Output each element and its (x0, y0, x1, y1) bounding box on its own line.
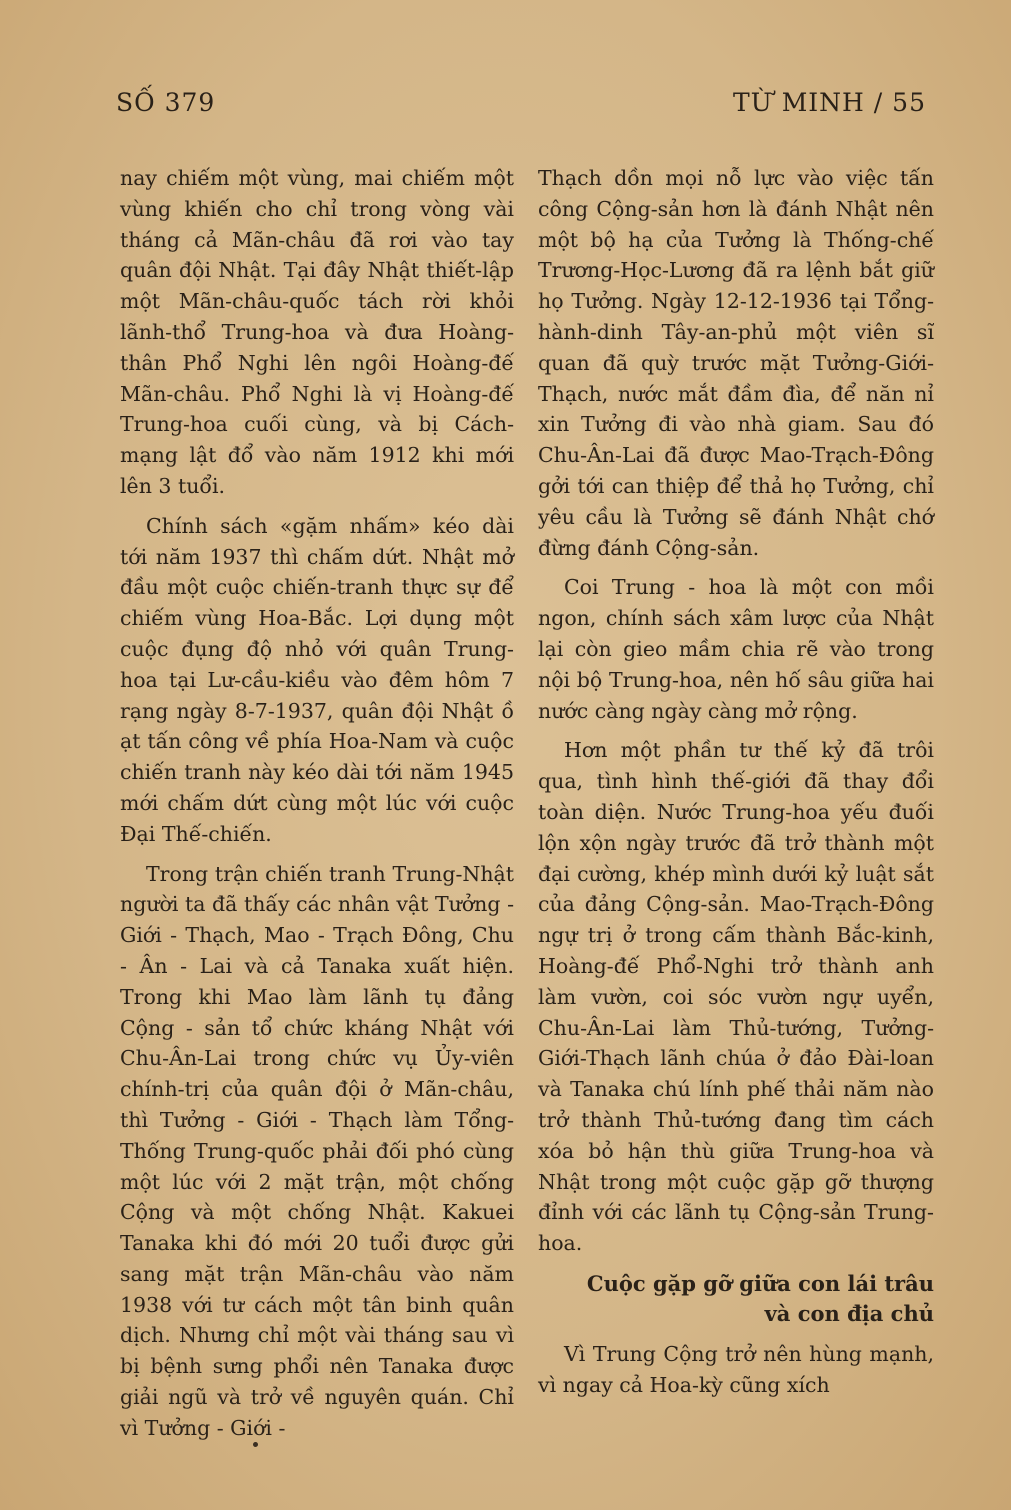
paragraph: Chính sách «gặm nhấm» kéo dài tới năm 1937 thì chấm dứt. Nhật mở đầu một cuộc chiến-tranh thực sự để chiếm vùng Hoa-Bắc. Lợi dụng một cuộc đụng độ nhỏ với quân Trung-hoa tại Lư-cầu-kiều vào đêm hôm 7 rạng ngày 8-7-1937, quân đội Nhật ồ ạt tấn công về phía Hoa-Nam và cuộc chiến tranh này kéo dài tới năm 1945 mới chấm dứt cùng một lúc với cuộc Đại Thế-chiến. (120, 513, 514, 846)
page-header (0, 88, 1011, 128)
paragraph: nay chiếm một vùng, mai chiếm một vùng khiến cho chỉ trong vòng vài tháng cả Mãn-châu đã rơi vào tay quân đội Nhật. Tại đây Nhật thiết-lập một Mãn-châu-quốc tách rời khỏi lãnh-thổ Trung-hoa và đưa Hoàng-thân Phổ Nghi lên ngôi Hoàng-đế Mãn-châu. Phổ Nghi là vị Hoàng-đế Trung-hoa cuối cùng, và bị Cách-mạng lật đổ vào năm 1912 khi mới lên 3 tuổi. (120, 166, 514, 498)
section-subheading: Cuộc gặp gỡ giữa con lái trâu và con địa chủ (586, 1270, 934, 1326)
ink-dot (253, 1442, 258, 1447)
paragraph: Thạch dồn mọi nỗ lực vào việc tấn công Cộng-sản hơn là đánh Nhật nên một bộ hạ của Tưởng là Thống-chế Trương-Học-Lương đã ra lệnh bắt giữ họ Tưởng. Ngày 12-12-1936 tại Tổng-hành-dinh Tây-an-phủ một viên sĩ quan đã quỳ trước mặt Tưởng-Giới-Thạch, nước mắt đầm đìa, để năn nỉ xin Tưởng đi vào nhà giam. Sau đó Chu-Ân-Lai đã được Mao-Trạch-Đông gởi tới can thiệp để thả họ Tưởng, chỉ yêu cầu là Tưởng sẽ đánh Nhật chớ đừng đánh Cộng-sản. (538, 166, 934, 560)
paragraph: Vì Trung Cộng trở nên hùng mạnh, vì ngay cả Hoa-kỳ cũng xích (538, 1341, 934, 1397)
right-column (538, 163, 934, 1409)
paragraph: Trong trận chiến tranh Trung-Nhật người ta đã thấy các nhân vật Tưởng - Giới - Thạch, Mao - Trạch Đông, Chu - Ân - Lai và cả Tanaka xuất hiện. Trong khi Mao làm lãnh tụ đảng Cộng - sản tổ chức kháng Nhật với Chu-Ân-Lai trong chức vụ Ủy-viên chính-trị của quân đội ở Mãn-châu, thì Tưởng - Giới - Thạch làm Tổng-Thống Trung-quốc phải đối phó cùng một lúc với 2 mặt trận, một chống Cộng và một chống Nhật. Kakuei Tanaka khi đó mới 20 tuổi được gửi sang mặt trận Mãn-châu vào năm 1938 với tư cách một tân binh quân dịch. Nhưng chỉ một vài tháng sau vì bị bệnh sưng phổi nên Tanaka được giải ngũ và trở về nguyên quán. Chỉ vì Tưởng - Giới - (120, 861, 514, 1440)
author-page-number: TỪ MINH / 55 (733, 88, 926, 117)
paragraph: Coi Trung - hoa là một con mồi ngon, chính sách xâm lược của Nhật lại còn gieo mầm chia rẽ vào trong nội bộ Trung-hoa, nên hố sâu giữa hai nước càng ngày càng mở rộng. (538, 575, 934, 723)
left-column (120, 163, 514, 1453)
issue-number: SỐ 379 (116, 88, 216, 117)
paragraph: Hơn một phần tư thế kỷ đã trôi qua, tình hình thế-giới đã thay đổi toàn diện. Nước Trung-hoa yếu đuối lộn xộn ngày trước đã trở thành một đại cường, khép mình dưới kỷ luật sắt của đảng Cộng-sản. Mao-Trạch-Đông ngự trị ở trong cấm thành Bắc-kinh, Hoàng-đế Phổ-Nghi trở thành anh làm vườn, coi sóc vườn ngự uyển, Chu-Ân-Lai làm Thủ-tướng, Tưởng-Giới-Thạch lãnh chúa ở đảo Đài-loan và Tanaka chú lính phế thải năm nào trở thành Thủ-tướng đang tìm cách xóa bỏ hận thù giữa Trung-hoa và Nhật trong một cuộc gặp gỡ thượng đỉnh với các lãnh tụ Cộng-sản Trung-hoa. (538, 738, 934, 1256)
